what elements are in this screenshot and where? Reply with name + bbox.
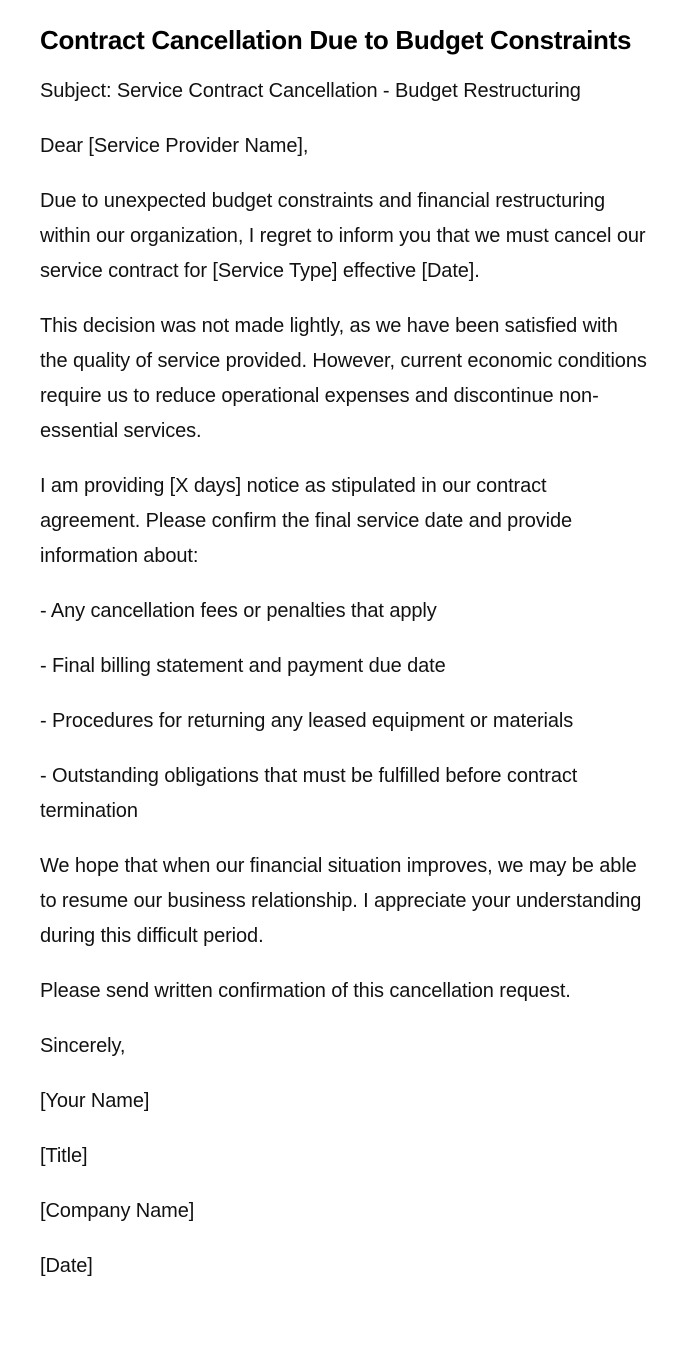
list-item: - Procedures for returning any leased equipment or materials: [40, 710, 574, 732]
subject-line: Subject: Service Contract Cancellation - Budget Restructuring: [40, 80, 581, 102]
letter-document: [40, 22, 650, 1304]
closing-paragraph: Please send written confirmation of this cancellation request.: [40, 980, 571, 1002]
signature-title: [Title]: [40, 1145, 88, 1167]
list-item: - Outstanding obligations that must be fulfilled before contract termination: [40, 765, 578, 822]
list-item: - Any cancellation fees or penalties that apply: [40, 600, 437, 622]
body-paragraph: This decision was not made lightly, as we have been satisfied with the quality of service provided. However, current economic conditions require us to reduce operational expenses and discontinue non-essential services.: [40, 315, 647, 442]
document-title: Contract Cancellation Due to Budget Constraints: [40, 25, 632, 55]
list-item: - Final billing statement and payment due date: [40, 655, 446, 677]
body-paragraph: Due to unexpected budget constraints and financial restructuring within our organization, I regret to inform you that we must cancel our service contract for [Service Type] effective [Date].: [40, 190, 646, 282]
closing-paragraph: We hope that when our financial situation improves, we may be able to resume our business relationship. I appreciate your understanding during this difficult period.: [40, 855, 642, 947]
signature-date: [Date]: [40, 1255, 93, 1277]
salutation: Dear [Service Provider Name],: [40, 135, 309, 157]
signature-name: [Your Name]: [40, 1090, 150, 1112]
signature-company: [Company Name]: [40, 1200, 195, 1222]
signoff: Sincerely,: [40, 1035, 126, 1057]
body-paragraph: I am providing [X days] notice as stipulated in our contract agreement. Please confirm the final service date and provide information about:: [40, 475, 573, 567]
